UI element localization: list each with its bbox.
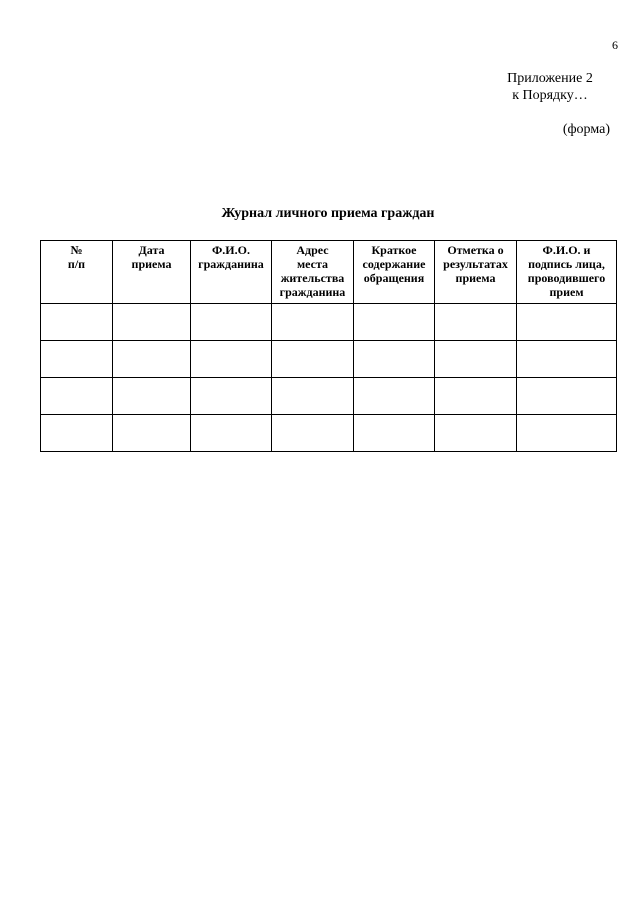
table-cell[interactable] <box>113 304 191 341</box>
journal-table <box>40 240 617 452</box>
table-cell[interactable] <box>435 415 517 452</box>
table-row <box>41 378 617 415</box>
table-cell[interactable] <box>435 378 517 415</box>
table-cell[interactable] <box>272 304 354 341</box>
table-cell[interactable] <box>354 341 435 378</box>
table-cell[interactable] <box>272 341 354 378</box>
table-cell[interactable] <box>41 415 113 452</box>
table-header-row <box>41 241 617 304</box>
table-cell[interactable] <box>191 415 272 452</box>
table-cell[interactable] <box>354 304 435 341</box>
table-cell[interactable] <box>435 304 517 341</box>
table-cell[interactable] <box>113 341 191 378</box>
appendix-line-2: к Порядку… <box>512 88 588 103</box>
header-number: № п/п <box>41 241 113 304</box>
table-cell[interactable] <box>354 415 435 452</box>
table-cell[interactable] <box>41 378 113 415</box>
table-cell[interactable] <box>517 415 617 452</box>
header-address: Адрес места жительства гражданина <box>272 241 354 304</box>
header-result: Отметка о результатах приема <box>435 241 517 304</box>
table-cell[interactable] <box>517 378 617 415</box>
appendix-line-1: Приложение 2 <box>507 71 593 86</box>
table-row <box>41 304 617 341</box>
table-cell[interactable] <box>41 304 113 341</box>
header-summary: Краткое содержание обращения <box>354 241 435 304</box>
table-cell[interactable] <box>517 341 617 378</box>
header-official-signature: Ф.И.О. и подпись лица, проводившего прием <box>517 241 617 304</box>
table-cell[interactable] <box>191 341 272 378</box>
table-row <box>41 415 617 452</box>
table-cell[interactable] <box>354 378 435 415</box>
table-cell[interactable] <box>517 304 617 341</box>
table-cell[interactable] <box>113 415 191 452</box>
table-cell[interactable] <box>41 341 113 378</box>
journal-title: Журнал личного приема граждан <box>221 206 435 221</box>
table-cell[interactable] <box>272 415 354 452</box>
table-cell[interactable] <box>191 304 272 341</box>
table-cell[interactable] <box>113 378 191 415</box>
appendix-reference <box>470 70 630 104</box>
table-row <box>41 341 617 378</box>
table-cell[interactable] <box>435 341 517 378</box>
header-citizen-name: Ф.И.О. гражданина <box>191 241 272 304</box>
page-number: 6 <box>612 38 618 52</box>
table-cell[interactable] <box>191 378 272 415</box>
header-date: Дата приема <box>113 241 191 304</box>
table-cell[interactable] <box>272 378 354 415</box>
form-label: (форма) <box>562 122 610 137</box>
